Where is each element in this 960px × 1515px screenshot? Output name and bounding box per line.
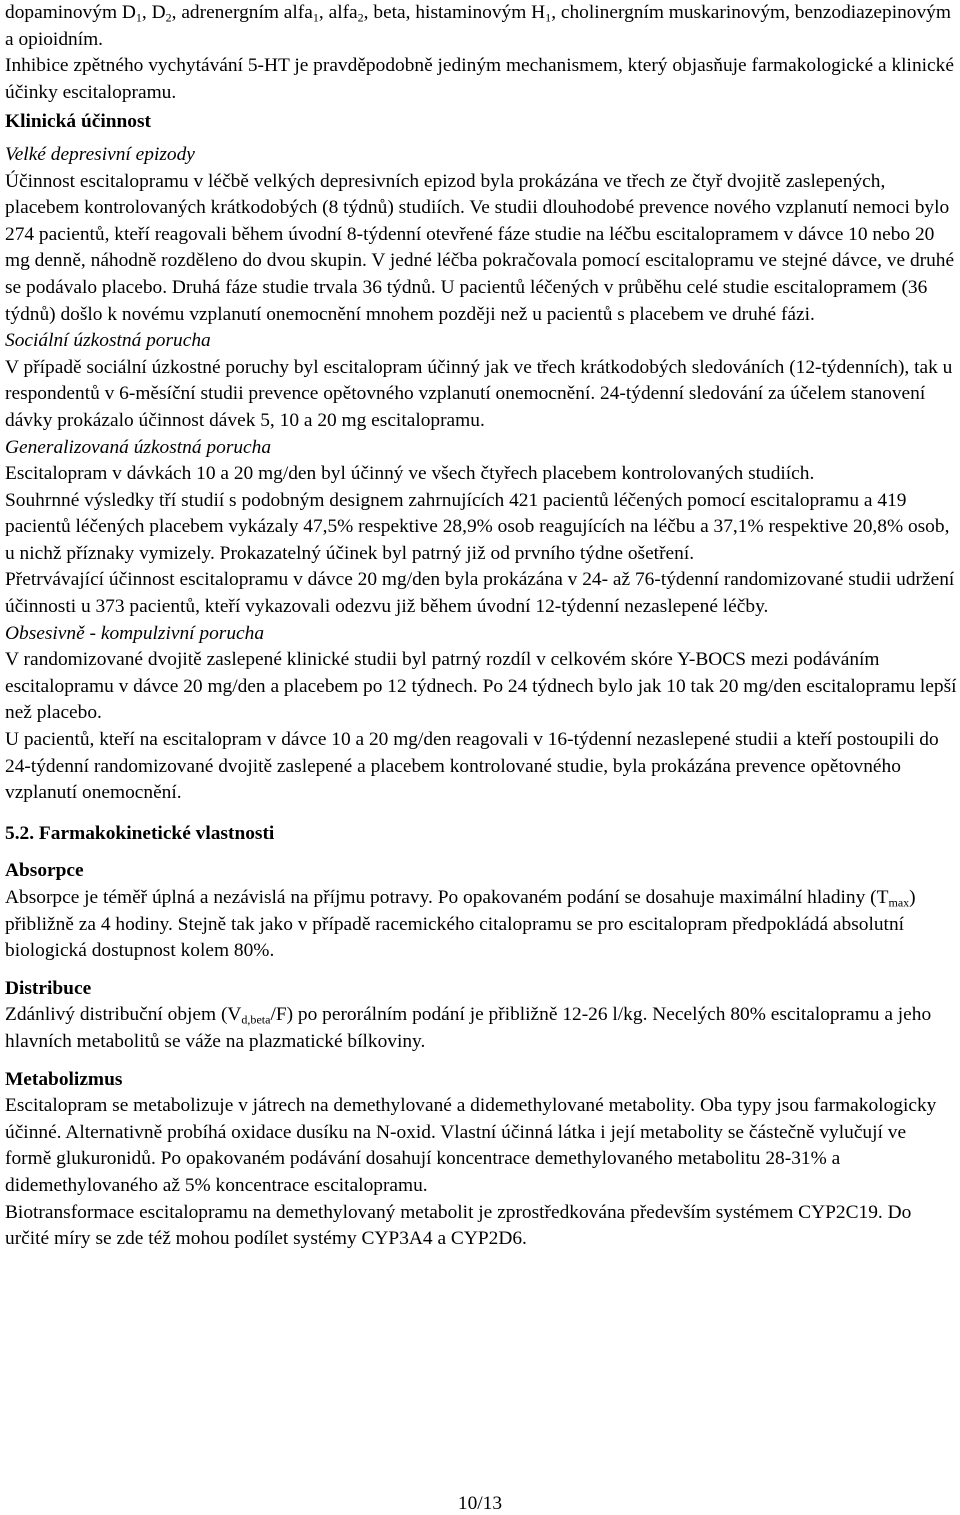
social-anxiety-paragraph: V případě sociální úzkostné poruchy byl escitalopram účinný jak ve třech krátkodobých sledováních (12-týdenních), tak u respondentů v 6-měsíční studii prevence opětovného vzplanutí onemocnění. 24-týdenní sledování za účelem stanovení dávky prokázalo účinnost dávek 5, 10 a 20 mg escitalopramu. bbox=[5, 356, 953, 431]
pharmacokinetics-heading: 5.2. Farmakokinetické vlastnosti bbox=[5, 822, 275, 844]
absorption-paragraph: Absorpce je téměř úplná a nezávislá na příjmu potravy. Po opakovaném podání se dosahuje maximální hladiny $(T_{max})$ přibližně za 4 hodiny. Stejně tak jako v případě racemického citalopramu se pro escitalopram předpokládá absolutní biologická dostupnost kolem 80%. bbox=[5, 887, 916, 962]
intro-mechanism-paragraph: Inhibice zpětného vychytávání 5-HT je pravděpodobně jediným mechanismem, který objasňuje farmakologické a klinické účinky escitalopramu. bbox=[5, 55, 954, 103]
document-page bbox=[5, 0, 957, 1253]
gad-paragraph-3: Přetrvávající účinnost escitalopramu v dávce 20 mg/den byla prokázána v 24- až 76-týdenní randomizované studii udržení účinnosti u 373 pacientů, kteří vykazovali odezvu již během úvodní 12-týdenní nezaslepené léčby. bbox=[5, 569, 955, 618]
depression-subheading: Velké depresivní epizody bbox=[5, 143, 195, 165]
social-anxiety-subheading: Sociální úzkostná porucha bbox=[5, 330, 211, 352]
ocd-paragraph-2: U pacientů, kteří na escitalopram v dávce 10 a 20 mg/den reagovali v 16-týdenní nezaslepené studii a kteří postoupili do 24-týdenní randomizované dvojitě zaslepené a placebem kontrolované studie, byla prokázána prevence opětovného vzplanutí onemocnění. bbox=[5, 729, 939, 804]
clinical-efficacy-heading: Klinická účinnost bbox=[5, 111, 152, 133]
ocd-subheading: Obsesivně - kompulzivní porucha bbox=[5, 622, 265, 644]
gad-paragraph-2: Souhrnné výsledky tří studií s podobným designem zahrnujících 421 pacientů léčených pomocí escitalopramu a 419 pacientů léčených placebem vykázaly 47,5% respektive 28,9% osob reagujících na léčbu a 37,1% respektive 20,8% osob, u nichž příznaky vymizely. Prokazatelný účinek byl patrný již od prvního týdne ošetření. bbox=[5, 489, 950, 564]
page-number: 10/13 bbox=[457, 1493, 503, 1514]
intro-receptors-paragraph: dopaminovým $D_1$, $D_2$, adrenergním alfa$_1$, alfa$_2$, beta, histaminovým $H_1$, cholinergním muskarinovým, benzodiazepinovým a opioidním. bbox=[5, 2, 951, 50]
metabolism-paragraph-1: Escitalopram se metabolizuje v játrech na demethylované a didemethylované metabolity. Oba typy jsou farmakologicky účinné. Alternativně probíhá oxidace dusíku na N-oxid. Vlastní účinná látka i její metabolity se částečně vylučují ve formě glukuronidů. Po opakovaném podávání dosahují koncentrace demethylovaného metabolitu 28-31% a didemethylovaného až 5% koncentrace escitalopramu. bbox=[5, 1095, 937, 1196]
gad-subheading: Generalizovaná úzkostná porucha bbox=[5, 436, 272, 458]
distribution-heading: Distribuce bbox=[5, 977, 92, 999]
metabolism-heading: Metabolizmus bbox=[5, 1068, 123, 1090]
absorption-heading: Absorpce bbox=[5, 860, 84, 882]
distribution-paragraph: Zdánlivý distribuční objem $(V_{d,beta}/F)$ po perorálním podání je přibližně 12-26 l/kg. Necelých 80% escitalopramu a jeho hlavních metabolitů se váže na plazmatické bílkoviny. bbox=[5, 1004, 932, 1052]
ocd-paragraph-1: V randomizované dvojitě zaslepené klinické studii byl patrný rozdíl v celkovém skóre Y-BOCS mezi podáváním escitalopramu v dávce 20 mg/den a placebem po 12 týdnech. Po 24 týdnech bylo jak 10 tak 20 mg/den escitalopramu lepší než placebo. bbox=[5, 649, 957, 724]
depression-paragraph: Účinnost escitalopramu v léčbě velkých depresivních epizod byla prokázána ve třech ze čtyř dvojitě zaslepených, placebem kontrolovaných krátkodobých (8 týdnů) studiích. Ve studii dlouhodobé prevence nového vzplanutí nemoci bylo 274 pacientů, kteří reagovali během úvodní 8-týdenní otevřené fáze studie na léčbu escitalopramem v dávce 10 nebo 20 mg denně, náhodně rozděleno do dvou skupin. V jedné léčba pokračovala pomocí escitalopramu ve stejné dávce, ve druhé se podávalo placebo. Druhá fáze studie trvala 36 týdnů. U pacientů léčených v průběhu celé studie escitalopramem (36 týdnů) došlo k novému vzplanutí onemocnění mnohem později než u pacientů s placebem ve druhé fázi. bbox=[5, 170, 955, 325]
gad-paragraph-1: Escitalopram v dávkách 10 a 20 mg/den byl účinný ve všech čtyřech placebem kontrolovaných studiích. bbox=[5, 463, 815, 485]
metabolism-paragraph-2: Biotransformace escitalopramu na demethylovaný metabolit je zprostředkována především systémem CYP2C19. Do určité míry se zde též mohou podílet systémy CYP3A4 a CYP2D6. bbox=[5, 1201, 912, 1250]
